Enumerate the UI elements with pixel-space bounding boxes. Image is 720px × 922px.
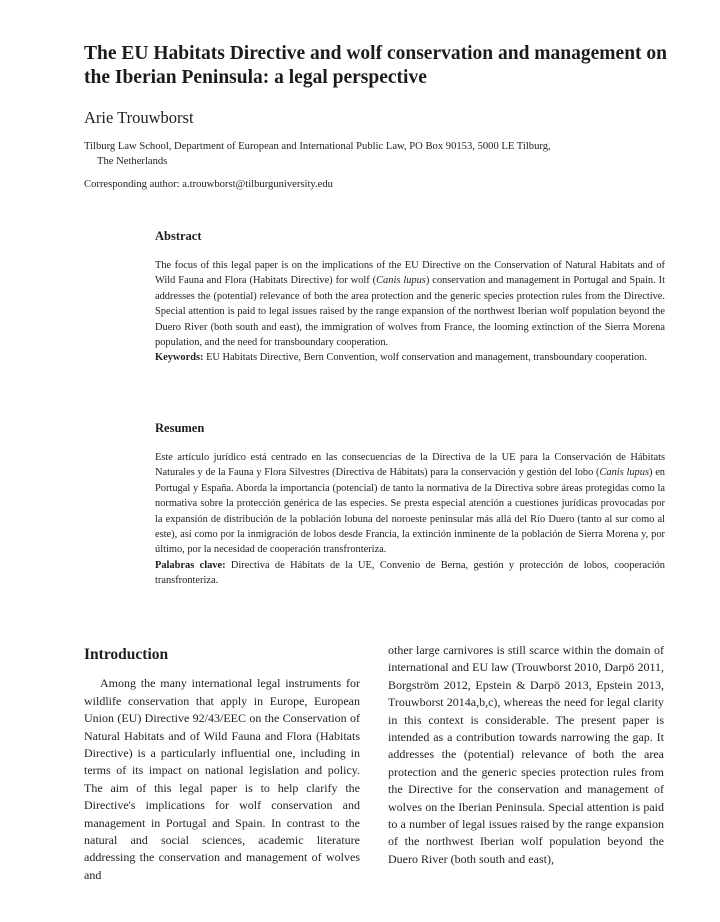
- abstract-species-name: Canis lupus: [376, 275, 426, 287]
- resumen-heading: Resumen: [155, 421, 205, 435]
- resumen-keywords: Directiva de Hábitats de la UE, Convenio de Berna, gestión y protección de lobos, cooperación transfronteriza.: [155, 559, 665, 587]
- resumen-text-part-1: Este artículo jurídico está centrado en las consecuencias de la Directiva de la UE para la Conservación de Hábitats Naturales y de la Fauna y Flora Silvestres (Directiva de Hábitats) para la conservación y gestión del lobo (: [155, 452, 665, 479]
- abstract-text-part-2: ) conservation and management in Portugal and Spain. It addresses the (potential) relevance of both the area protection and the generic species protection rules from the Directive. Special attention is paid to legal issues raised by the range expansion of the northwest Iberian wolf population beyond the Duero River (both south and east), the immigration of wolves from France, the looming extinction of the Sierra Morena population, and the need for transboundary cooperation.: [155, 275, 665, 349]
- abstract-keywords-label: Keywords:: [155, 352, 204, 364]
- abstract-text: [155, 258, 665, 366]
- introduction-paragraph-left: Among the many international legal instruments for wildlife conservation that apply in Europe, European Union (EU) Directive 92/43/EEC on the Conservation of Natural Habitats and of Wild Fauna and Flora (Habitats Directive) is a particularly influential one, including in terms of its impact on national legislation and policy. The aim of this legal paper is to help clarify the Directive's implications for wolf conservation and management in Portugal and Spain. In contrast to the natural and social sciences, academic literature addressing the conservation and management of wolves and: [84, 676, 360, 882]
- resumen-keywords-label: Palabras clave:: [155, 559, 226, 571]
- abstract-keywords: EU Habitats Directive, Bern Convention, wolf conservation and management, transboundary cooperation.: [203, 352, 647, 364]
- paper-title: The EU Habitats Directive and wolf conservation and management on the Iberian Peninsula: a legal perspective: [84, 43, 668, 88]
- abstract-section: [155, 229, 665, 366]
- author-affiliation: [84, 139, 668, 169]
- resumen-species-name: Canis lupus: [599, 467, 649, 479]
- affiliation-line-1: Tilburg Law School, Department of European and International Public Law, PO Box 90153, 5000 LE Tilburg,: [84, 141, 551, 152]
- body-column-right: [388, 642, 664, 868]
- resumen-text: [155, 450, 665, 589]
- abstract-text-part-1: The focus of this legal paper is on the implications of the EU Directive on the Conservation of Natural Habitats and of Wild Fauna and Flora (Habitats Directive) for wolf (: [155, 260, 665, 287]
- author-name: Arie Trouwborst: [84, 108, 194, 127]
- resumen-text-part-2: ) en Portugal y España. Aborda la importancia (potencial) de tanto la normativa de la Directiva sobre áreas protegidas como la normativa sobre la protección genérica de las especies. Se presta especial atención a cuestiones jurídicas provocadas por la expansión de distribución de la población lobuna del noroeste peninsular más allá del Río Duero (tanto al sur como al este), así como por la inmigración de lobos desde Francia, la extinción inminente de la población de Sierra Morena y, por último, por la necesidad de cooperación transfronteriza.: [155, 467, 666, 556]
- resumen-section: [155, 421, 665, 589]
- abstract-heading: Abstract: [155, 229, 202, 243]
- affiliation-line-2: The Netherlands: [97, 156, 168, 167]
- corresponding-author: Corresponding author: a.trouwborst@tilburguniversity.edu: [84, 179, 333, 190]
- introduction-paragraph-right: other large carnivores is still scarce within the domain of international and EU law (Trouwborst 2010, Darpö 2011, Borgström 2012, Epstein & Darpö 2013, Epstein 2013, Trouwborst 2014a,b,c), whereas the need for legal clarity in this context is considerable. The present paper is intended as a contribution towards narrowing the gap. It addresses the (potential) relevance of both the area protection and the generic species protection rules from the Directive for the conservation and management of wolves on the Iberian Peninsula. Special attention is paid to a number of legal issues raised by the range expansion of the northwest Iberian wolf population beyond the Duero River (both south and east),: [388, 643, 664, 866]
- introduction-heading: Introduction: [84, 646, 169, 663]
- body-column-left: [84, 644, 360, 884]
